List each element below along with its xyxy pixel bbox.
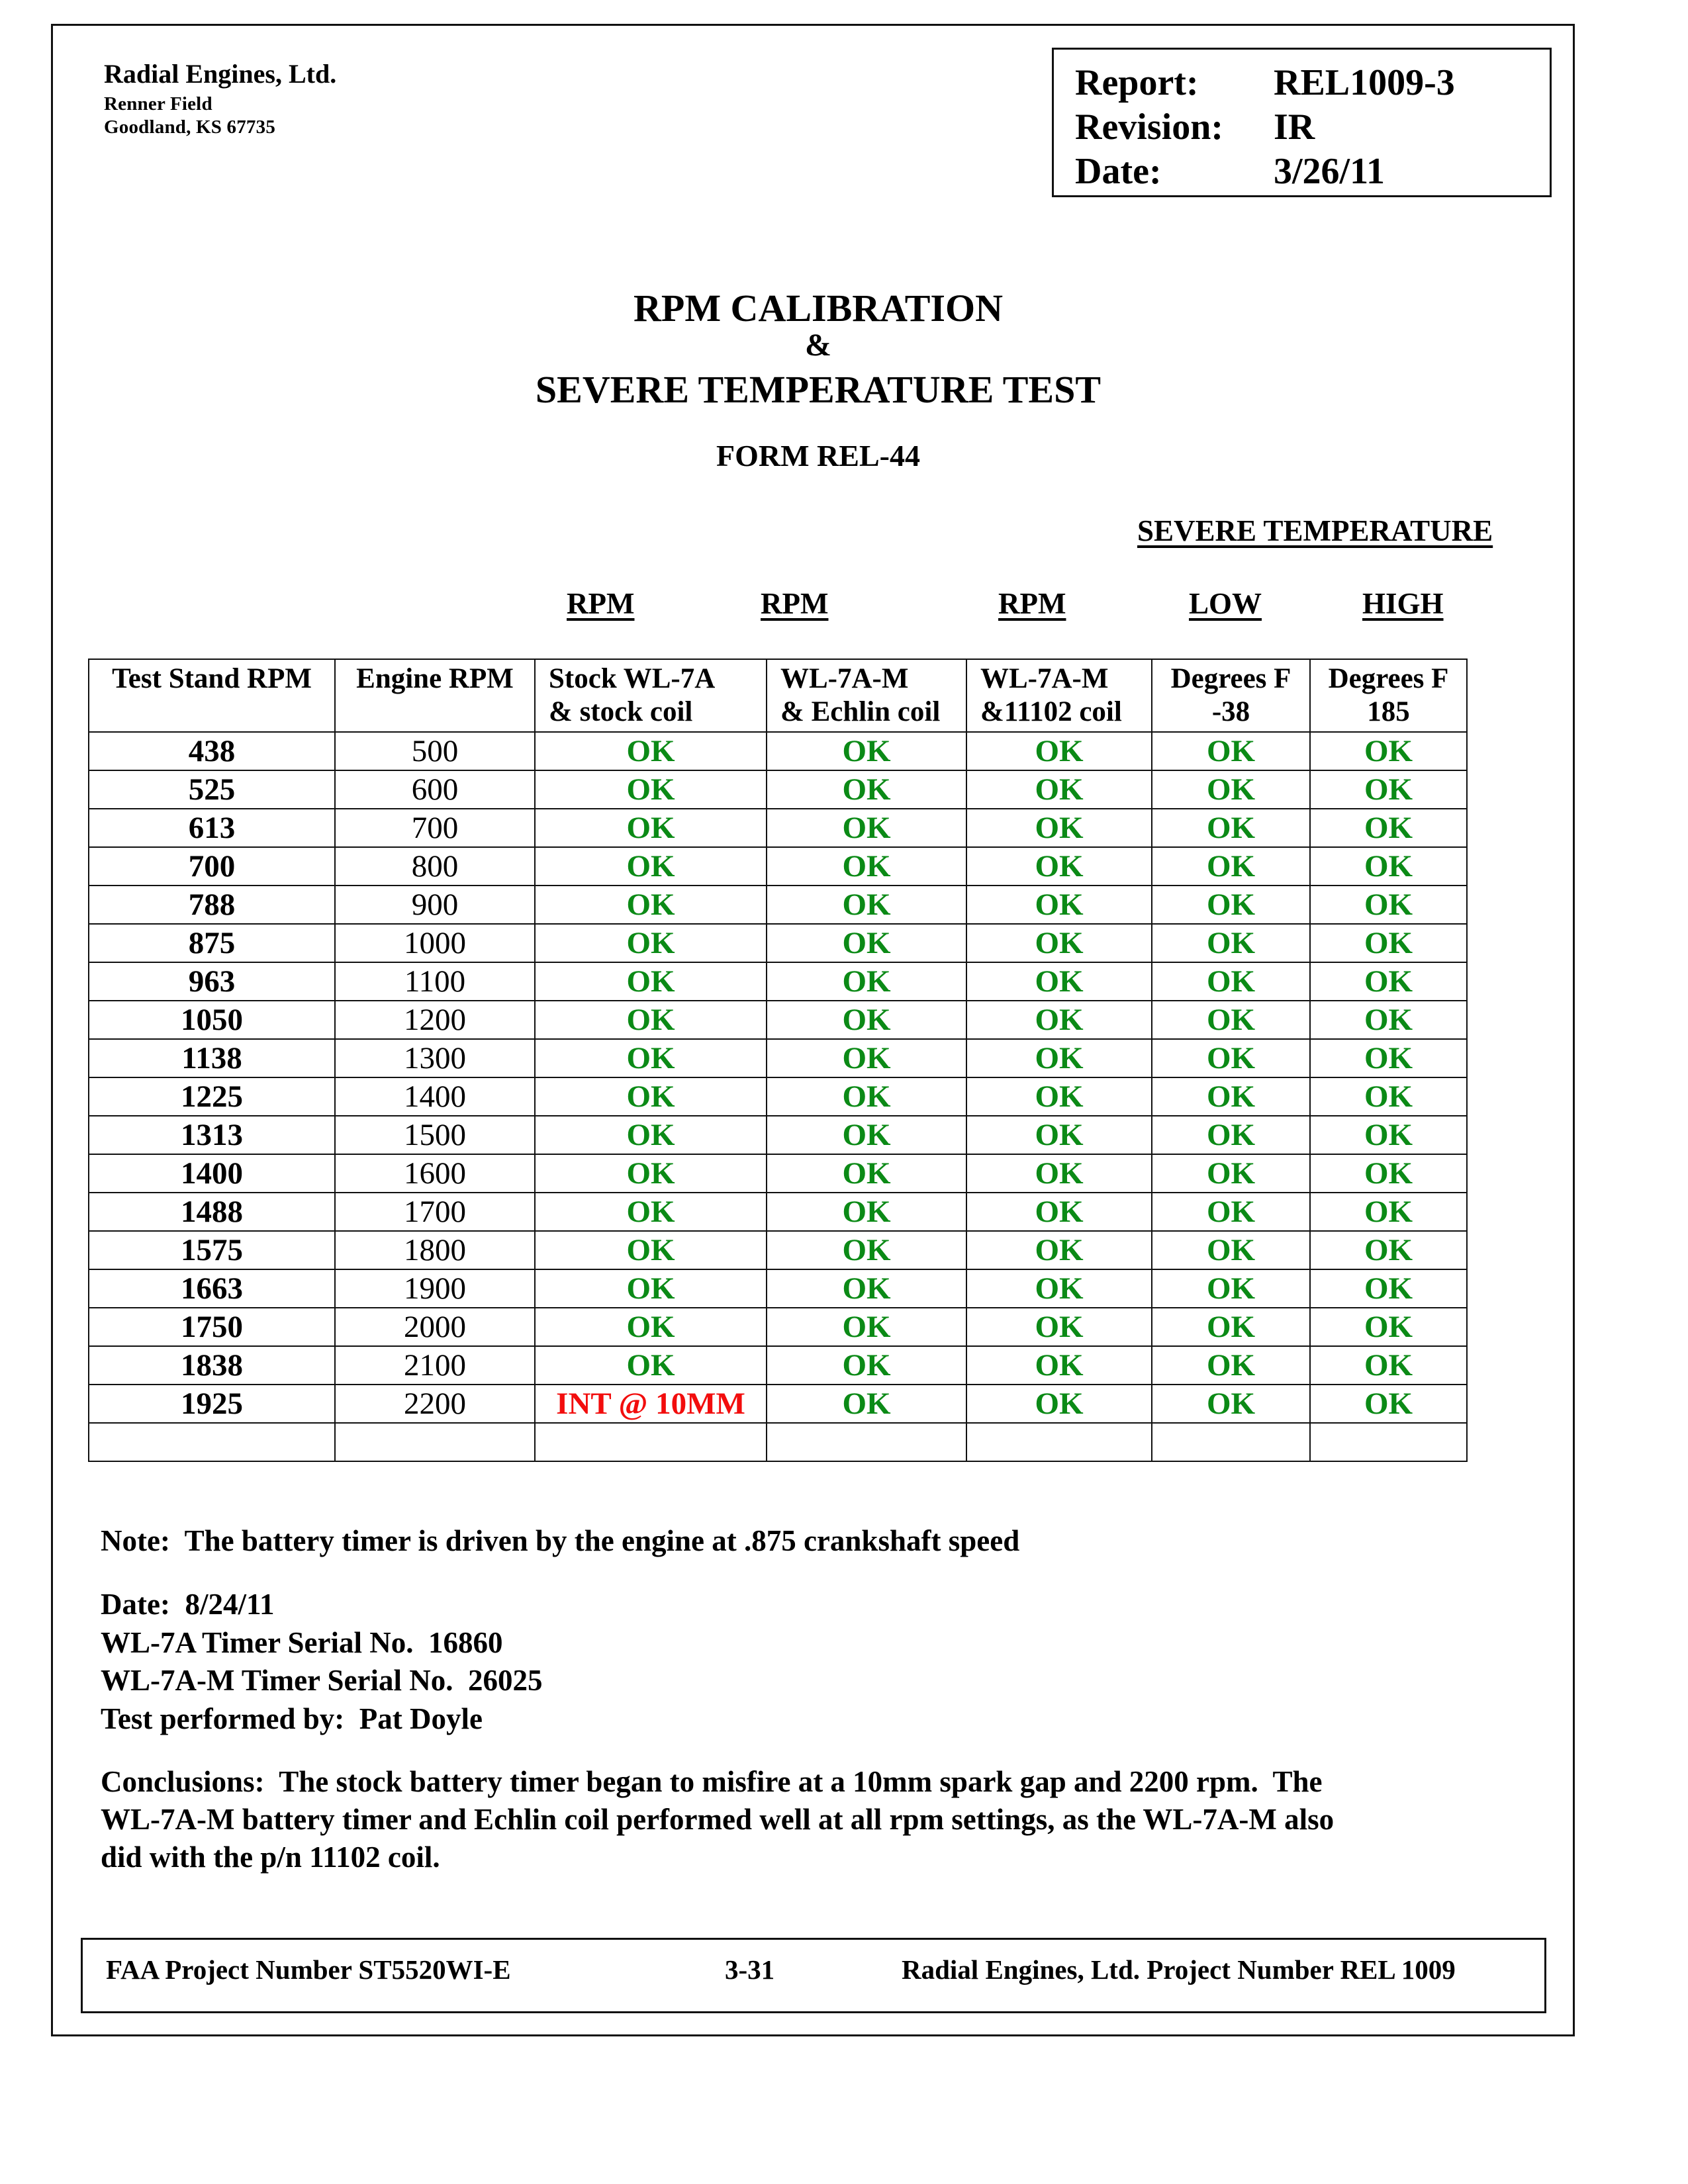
low-temp-result-cell: OK	[1152, 1231, 1310, 1269]
table-row	[89, 924, 1467, 962]
test-stand-rpm-cell: 1925	[89, 1385, 335, 1423]
wl7am-11102-result-cell: OK	[966, 1308, 1152, 1346]
wl7am-11102-result-cell: OK	[966, 1039, 1152, 1077]
performed-by: Test performed by: Pat Doyle	[101, 1702, 483, 1735]
table-row	[89, 1001, 1467, 1039]
report-date-row	[1075, 153, 1385, 190]
wl7am-echlin-result-cell: OK	[767, 1193, 966, 1231]
report-value: REL1009-3	[1274, 62, 1455, 103]
stock-wl7a-result-cell: OK	[535, 770, 767, 809]
test-stand-rpm-cell: 1050	[89, 1001, 335, 1039]
wl7am-11102-result-cell: OK	[966, 1077, 1152, 1116]
test-stand-rpm-cell	[89, 1423, 335, 1461]
high-temp-result-cell: OK	[1310, 962, 1467, 1001]
wl7am-echlin-result-cell: OK	[767, 1001, 966, 1039]
test-stand-rpm-cell: 613	[89, 809, 335, 847]
column-header: Engine RPM	[335, 659, 535, 732]
high-temp-result-cell: OK	[1310, 770, 1467, 809]
low-temp-result-cell: OK	[1152, 886, 1310, 924]
low-temp-result-cell: OK	[1152, 1154, 1310, 1193]
high-temp-result-cell: OK	[1310, 1116, 1467, 1154]
engine-rpm-cell	[335, 1423, 535, 1461]
conclusions-line1: Conclusions: The stock battery timer began to misfire at a 10mm spark gap and 2200 rpm. The	[101, 1765, 1323, 1798]
high-temp-result-cell: OK	[1310, 1154, 1467, 1193]
company-address-line1: Renner Field	[104, 93, 212, 114]
wl7am-11102-result-cell: OK	[966, 1269, 1152, 1308]
engine-rpm-cell: 600	[335, 770, 535, 809]
wl7am-echlin-result-cell: OK	[767, 809, 966, 847]
wl7am-echlin-result-cell: OK	[767, 1154, 966, 1193]
high-temp-result-cell: OK	[1310, 1231, 1467, 1269]
title-line1: RPM CALIBRATION	[633, 287, 1003, 330]
faa-project-number: FAA Project Number ST5520WI-E	[106, 1954, 511, 1985]
high-temp-result-cell: OK	[1310, 1039, 1467, 1077]
test-stand-rpm-cell: 1225	[89, 1077, 335, 1116]
engine-rpm-cell: 1200	[335, 1001, 535, 1039]
report-label: Report:	[1075, 62, 1199, 103]
low-temp-result-cell: OK	[1152, 809, 1310, 847]
low-temp-result-cell: OK	[1152, 1269, 1310, 1308]
test-stand-rpm-cell: 1313	[89, 1116, 335, 1154]
table-row	[89, 732, 1467, 770]
rpm-test-table	[88, 659, 1468, 1462]
engine-rpm-cell: 2200	[335, 1385, 535, 1423]
wl7am-echlin-result-cell: OK	[767, 1346, 966, 1385]
title-ampersand: &	[805, 328, 831, 363]
test-stand-rpm-cell: 525	[89, 770, 335, 809]
wl7am-echlin-result-cell: OK	[767, 962, 966, 1001]
test-stand-rpm-cell: 963	[89, 962, 335, 1001]
company-project-number: Radial Engines, Ltd. Project Number REL 1009	[902, 1954, 1456, 1985]
engine-rpm-cell: 700	[335, 809, 535, 847]
engine-rpm-cell: 1100	[335, 962, 535, 1001]
wl7am-echlin-result-cell: OK	[767, 924, 966, 962]
report-date-value: 3/26/11	[1274, 151, 1385, 192]
note-text: Note: The battery timer is driven by the engine at .875 crankshaft speed	[101, 1524, 1020, 1557]
high-temp-header: HIGH	[1362, 587, 1444, 620]
stock-wl7a-result-cell: OK	[535, 732, 767, 770]
column-header: WL-7A-M &11102 coil	[966, 659, 1152, 732]
test-stand-rpm-cell: 1138	[89, 1039, 335, 1077]
wl7am-echlin-result-cell: OK	[767, 886, 966, 924]
table-row	[89, 1269, 1467, 1308]
report-info-box	[1052, 48, 1552, 197]
conclusions-line3: did with the p/n 11102 coil.	[101, 1841, 440, 1874]
test-stand-rpm-cell: 1838	[89, 1346, 335, 1385]
wl7am-echlin-result-cell: OK	[767, 847, 966, 886]
wl7am-11102-result-cell: OK	[966, 770, 1152, 809]
engine-rpm-cell: 1700	[335, 1193, 535, 1231]
table-row	[89, 1154, 1467, 1193]
test-stand-rpm-cell: 1663	[89, 1269, 335, 1308]
engine-rpm-cell: 900	[335, 886, 535, 924]
engine-rpm-cell: 800	[335, 847, 535, 886]
low-temp-header: LOW	[1189, 587, 1262, 620]
wl7am-echlin-result-cell: OK	[767, 732, 966, 770]
table-row	[89, 1116, 1467, 1154]
wl7am-11102-result-cell: OK	[966, 1001, 1152, 1039]
report-date-label: Date:	[1075, 151, 1162, 192]
low-temp-result-cell: OK	[1152, 1039, 1310, 1077]
table-row	[89, 770, 1467, 809]
wl7am-echlin-result-cell: OK	[767, 1039, 966, 1077]
wl7am-echlin-result-cell: OK	[767, 1385, 966, 1423]
engine-rpm-cell: 1500	[335, 1116, 535, 1154]
revision-value: IR	[1274, 107, 1315, 148]
wl7am-11102-result-cell: OK	[966, 886, 1152, 924]
table-row	[89, 847, 1467, 886]
wl7am-11102-result-cell: OK	[966, 732, 1152, 770]
low-temp-result-cell: OK	[1152, 924, 1310, 962]
wl7a-serial: WL-7A Timer Serial No. 16860	[101, 1626, 503, 1659]
stock-wl7a-result-cell: OK	[535, 1001, 767, 1039]
conclusions-line2: WL-7A-M battery timer and Echlin coil performed well at all rpm settings, as the WL-7A-M also	[101, 1803, 1335, 1836]
engine-rpm-cell: 1600	[335, 1154, 535, 1193]
high-temp-result-cell: OK	[1310, 924, 1467, 962]
wl7am-echlin-result-cell	[767, 1423, 966, 1461]
low-temp-result-cell: OK	[1152, 770, 1310, 809]
column-header: Test Stand RPM	[89, 659, 335, 732]
company-address-line2: Goodland, KS 67735	[104, 116, 276, 138]
stock-wl7a-result-cell: OK	[535, 1269, 767, 1308]
wl7am-11102-result-cell: OK	[966, 809, 1152, 847]
high-temp-result-cell: OK	[1310, 1077, 1467, 1116]
wl7am-echlin-result-cell: OK	[767, 1077, 966, 1116]
wl7am-11102-result-cell: OK	[966, 1385, 1152, 1423]
stock-wl7a-result-cell: OK	[535, 1077, 767, 1116]
company-name: Radial Engines, Ltd.	[104, 59, 337, 89]
high-temp-result-cell: OK	[1310, 732, 1467, 770]
stock-wl7a-result-cell: OK	[535, 847, 767, 886]
low-temp-result-cell: OK	[1152, 1346, 1310, 1385]
high-temp-result-cell: OK	[1310, 1385, 1467, 1423]
column-header: Stock WL-7A & stock coil	[535, 659, 767, 732]
stock-wl7a-result-cell: OK	[535, 1308, 767, 1346]
test-date: Date: 8/24/11	[101, 1588, 275, 1621]
wl7am-11102-result-cell: OK	[966, 847, 1152, 886]
wl7am-echlin-result-cell: OK	[767, 770, 966, 809]
test-stand-rpm-cell: 700	[89, 847, 335, 886]
high-temp-result-cell: OK	[1310, 886, 1467, 924]
high-temp-result-cell: OK	[1310, 1308, 1467, 1346]
low-temp-result-cell: OK	[1152, 732, 1310, 770]
rpm-header-stock: RPM	[567, 587, 635, 620]
engine-rpm-cell: 2000	[335, 1308, 535, 1346]
wl7am-echlin-result-cell: OK	[767, 1269, 966, 1308]
high-temp-result-cell: OK	[1310, 1001, 1467, 1039]
wl7am-echlin-result-cell: OK	[767, 1116, 966, 1154]
stock-wl7a-result-cell: OK	[535, 1346, 767, 1385]
wl7am-11102-result-cell: OK	[966, 1193, 1152, 1231]
stock-wl7a-result-cell: OK	[535, 1231, 767, 1269]
stock-wl7a-result-cell: OK	[535, 809, 767, 847]
stock-wl7a-result-cell: INT @ 10MM	[535, 1385, 767, 1423]
low-temp-result-cell: OK	[1152, 1385, 1310, 1423]
revision-label: Revision:	[1075, 107, 1223, 148]
low-temp-result-cell: OK	[1152, 962, 1310, 1001]
table-row	[89, 1385, 1467, 1423]
high-temp-result-cell: OK	[1310, 1346, 1467, 1385]
table-row	[89, 1308, 1467, 1346]
table-header-row	[89, 659, 1467, 732]
table-row	[89, 886, 1467, 924]
engine-rpm-cell: 500	[335, 732, 535, 770]
low-temp-result-cell: OK	[1152, 1308, 1310, 1346]
low-temp-result-cell: OK	[1152, 1001, 1310, 1039]
table-row	[89, 809, 1467, 847]
wl7am-serial: WL-7A-M Timer Serial No. 26025	[101, 1664, 543, 1697]
table-row	[89, 962, 1467, 1001]
low-temp-result-cell	[1152, 1423, 1310, 1461]
stock-wl7a-result-cell: OK	[535, 1193, 767, 1231]
low-temp-result-cell: OK	[1152, 847, 1310, 886]
stock-wl7a-result-cell: OK	[535, 1116, 767, 1154]
engine-rpm-cell: 1400	[335, 1077, 535, 1116]
engine-rpm-cell: 1800	[335, 1231, 535, 1269]
title-line3: SEVERE TEMPERATURE TEST	[535, 368, 1102, 411]
wl7am-echlin-result-cell: OK	[767, 1231, 966, 1269]
table-row	[89, 1193, 1467, 1231]
report-number-row	[1075, 64, 1455, 101]
table-row	[89, 1039, 1467, 1077]
low-temp-result-cell: OK	[1152, 1193, 1310, 1231]
engine-rpm-cell: 1900	[335, 1269, 535, 1308]
stock-wl7a-result-cell: OK	[535, 924, 767, 962]
low-temp-result-cell: OK	[1152, 1116, 1310, 1154]
engine-rpm-cell: 2100	[335, 1346, 535, 1385]
low-temp-result-cell: OK	[1152, 1077, 1310, 1116]
stock-wl7a-result-cell: OK	[535, 962, 767, 1001]
engine-rpm-cell: 1300	[335, 1039, 535, 1077]
table-row	[89, 1231, 1467, 1269]
wl7am-11102-result-cell: OK	[966, 1154, 1152, 1193]
stock-wl7a-result-cell: OK	[535, 886, 767, 924]
wl7am-11102-result-cell: OK	[966, 924, 1152, 962]
wl7am-11102-result-cell: OK	[966, 1116, 1152, 1154]
wl7am-11102-result-cell: OK	[966, 1346, 1152, 1385]
stock-wl7a-result-cell: OK	[535, 1039, 767, 1077]
table-row	[89, 1346, 1467, 1385]
test-stand-rpm-cell: 1750	[89, 1308, 335, 1346]
rpm-header-11102: RPM	[998, 587, 1066, 620]
rpm-header-echlin: RPM	[761, 587, 829, 620]
wl7am-11102-result-cell: OK	[966, 1231, 1152, 1269]
table-row	[89, 1077, 1467, 1116]
test-stand-rpm-cell: 1575	[89, 1231, 335, 1269]
page-number: 3-31	[725, 1954, 775, 1985]
wl7am-11102-result-cell	[966, 1423, 1152, 1461]
high-temp-result-cell: OK	[1310, 1193, 1467, 1231]
severe-temperature-header: SEVERE TEMPERATURE	[1137, 514, 1493, 547]
test-stand-rpm-cell: 875	[89, 924, 335, 962]
wl7am-echlin-result-cell: OK	[767, 1308, 966, 1346]
engine-rpm-cell: 1000	[335, 924, 535, 962]
high-temp-result-cell: OK	[1310, 1269, 1467, 1308]
test-stand-rpm-cell: 438	[89, 732, 335, 770]
form-number: FORM REL-44	[716, 439, 920, 473]
wl7am-11102-result-cell: OK	[966, 962, 1152, 1001]
high-temp-result-cell	[1310, 1423, 1467, 1461]
table-row	[89, 1423, 1467, 1461]
test-stand-rpm-cell: 1400	[89, 1154, 335, 1193]
stock-wl7a-result-cell	[535, 1423, 767, 1461]
column-header: Degrees F -38	[1152, 659, 1310, 732]
company-header	[104, 61, 336, 136]
high-temp-result-cell: OK	[1310, 809, 1467, 847]
revision-row	[1075, 109, 1315, 146]
column-header: Degrees F 185	[1310, 659, 1467, 732]
test-stand-rpm-cell: 788	[89, 886, 335, 924]
test-stand-rpm-cell: 1488	[89, 1193, 335, 1231]
column-header: WL-7A-M & Echlin coil	[767, 659, 966, 732]
high-temp-result-cell: OK	[1310, 847, 1467, 886]
stock-wl7a-result-cell: OK	[535, 1154, 767, 1193]
